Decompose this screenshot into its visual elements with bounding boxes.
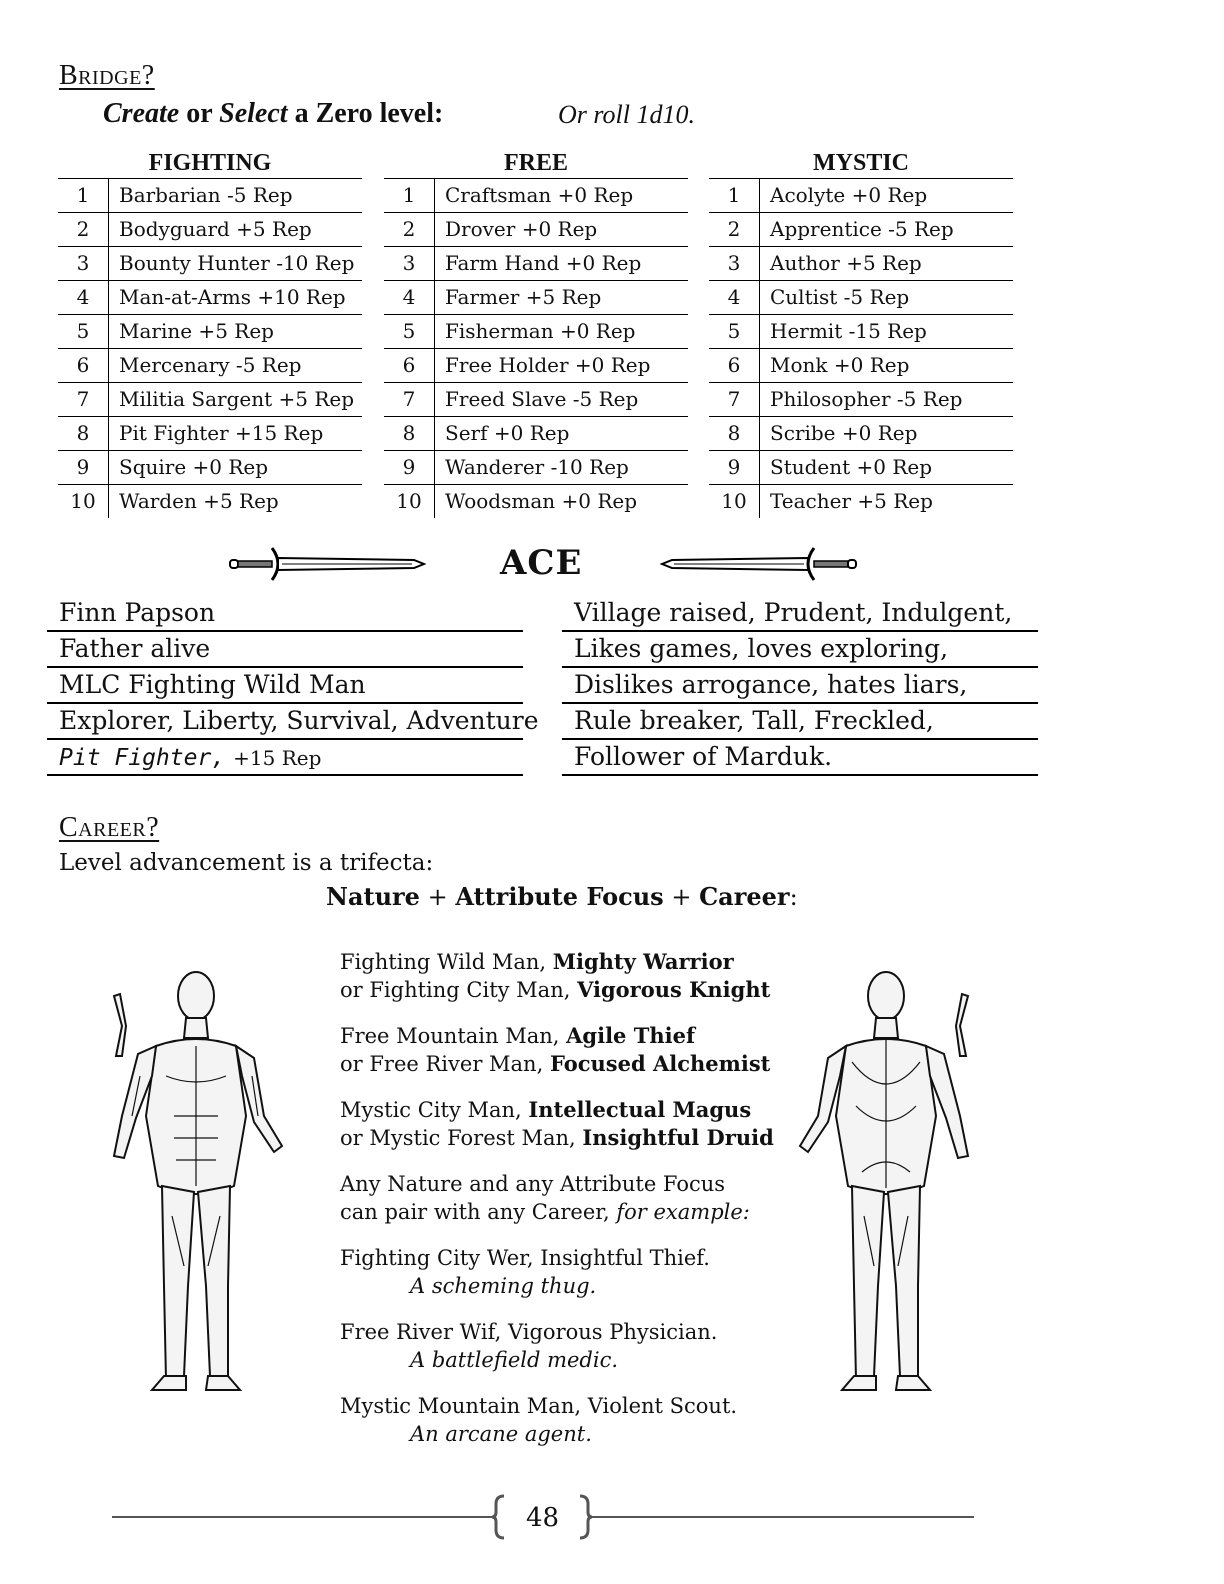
career-pair bbox=[340, 1022, 770, 1078]
table-title: FIGHTING bbox=[58, 148, 362, 179]
career-entry: Bodyguard +5 Rep bbox=[119, 217, 312, 241]
career-example bbox=[340, 1318, 717, 1374]
career-entry: Teacher +5 Rep bbox=[770, 489, 933, 513]
roll-number: 10 bbox=[384, 485, 435, 518]
table-fighting bbox=[58, 148, 362, 518]
roll-number: 3 bbox=[384, 247, 435, 280]
table-row bbox=[384, 451, 688, 485]
table-row bbox=[709, 349, 1013, 383]
table-row bbox=[384, 417, 688, 451]
pair-career: Vigorous Knight bbox=[577, 977, 771, 1002]
roll-number: 1 bbox=[709, 179, 760, 212]
roll-number: 5 bbox=[709, 315, 760, 348]
pair-text: or Mystic Forest Man, bbox=[340, 1126, 583, 1150]
pair-career: Intellectual Magus bbox=[528, 1097, 752, 1122]
sword-right-icon bbox=[660, 544, 858, 584]
table-row bbox=[709, 179, 1013, 213]
pair-career: Insightful Druid bbox=[582, 1125, 774, 1150]
or-word: or bbox=[186, 98, 213, 129]
formula-plus: + bbox=[663, 883, 700, 911]
pair-text: Fighting Wild Man, bbox=[340, 950, 553, 974]
career-entry: Fisherman +0 Rep bbox=[445, 319, 636, 343]
career-entry: Farm Hand +0 Rep bbox=[445, 251, 642, 275]
roll-number: 8 bbox=[58, 417, 109, 450]
roll-number: 6 bbox=[58, 349, 109, 382]
roll-number: 9 bbox=[58, 451, 109, 484]
formula-attribute: Attribute Focus bbox=[455, 882, 664, 911]
table-row bbox=[384, 281, 688, 315]
roll-number: 7 bbox=[58, 383, 109, 416]
roll-number: 3 bbox=[58, 247, 109, 280]
career-entry: Militia Sargent +5 Rep bbox=[119, 387, 355, 411]
table-row bbox=[709, 247, 1013, 281]
career-formula bbox=[326, 882, 798, 911]
create-word: Create bbox=[103, 98, 180, 129]
ace-line: Father alive bbox=[47, 632, 523, 668]
table-row bbox=[384, 213, 688, 247]
table-free bbox=[384, 148, 688, 518]
table-row bbox=[384, 179, 688, 213]
table-row bbox=[709, 417, 1013, 451]
career-entry: Scribe +0 Rep bbox=[770, 421, 918, 445]
ace-line bbox=[47, 740, 523, 776]
table-row bbox=[58, 315, 362, 349]
roll-number: 1 bbox=[384, 179, 435, 212]
table-row bbox=[709, 213, 1013, 247]
roll-number: 3 bbox=[709, 247, 760, 280]
roll-number: 4 bbox=[709, 281, 760, 314]
career-entry: Man-at-Arms +10 Rep bbox=[119, 285, 346, 309]
career-entry: Student +0 Rep bbox=[770, 455, 933, 479]
left-brace-icon bbox=[492, 1494, 506, 1540]
ace-line: Village raised, Prudent, Indulgent, bbox=[562, 596, 1038, 632]
any-nature-note bbox=[340, 1170, 750, 1226]
career-entry: Mercenary -5 Rep bbox=[119, 353, 302, 377]
career-entry: Marine +5 Rep bbox=[119, 319, 274, 343]
career-entry: Cultist -5 Rep bbox=[770, 285, 910, 309]
right-brace-icon bbox=[578, 1494, 592, 1540]
table-row bbox=[709, 451, 1013, 485]
table-row bbox=[58, 451, 362, 485]
ace-line: Likes games, loves exploring, bbox=[562, 632, 1038, 668]
roll-number: 6 bbox=[384, 349, 435, 382]
any-line-2: can pair with any Career, bbox=[340, 1200, 617, 1224]
career-entry: Author +5 Rep bbox=[770, 251, 922, 275]
roll-number: 5 bbox=[384, 315, 435, 348]
table-row bbox=[709, 281, 1013, 315]
table-row bbox=[58, 281, 362, 315]
career-entry: Acolyte +0 Rep bbox=[770, 183, 928, 207]
formula-colon: : bbox=[789, 883, 798, 911]
page-number: 48 bbox=[526, 1503, 560, 1533]
career-entry: Bounty Hunter -10 Rep bbox=[119, 251, 355, 275]
table-row bbox=[58, 349, 362, 383]
career-entry: Philosopher -5 Rep bbox=[770, 387, 963, 411]
roll-number: 7 bbox=[384, 383, 435, 416]
table-row bbox=[384, 383, 688, 417]
roll-number: 10 bbox=[709, 485, 760, 518]
roll-number: 4 bbox=[58, 281, 109, 314]
table-row bbox=[384, 315, 688, 349]
roll-number: 2 bbox=[384, 213, 435, 246]
career-entry: Squire +0 Rep bbox=[119, 455, 269, 479]
table-row bbox=[384, 349, 688, 383]
ace-right-column bbox=[562, 596, 1038, 776]
career-entry: Wanderer -10 Rep bbox=[445, 455, 629, 479]
any-line-1: Any Nature and any Attribute Focus bbox=[340, 1172, 726, 1196]
roll-instruction: Or roll 1d10. bbox=[558, 100, 695, 129]
career-pair bbox=[340, 948, 770, 1004]
example-line: Fighting City Wer, Insightful Thief. bbox=[340, 1246, 710, 1270]
career-entry: Warden +5 Rep bbox=[119, 489, 279, 513]
pair-career: Mighty Warrior bbox=[552, 949, 734, 974]
career-intro: Level advancement is a trifecta: bbox=[59, 850, 434, 876]
table-row bbox=[709, 383, 1013, 417]
career-entry: Farmer +5 Rep bbox=[445, 285, 602, 309]
footer-rule-right bbox=[592, 1516, 974, 1518]
roll-number: 9 bbox=[384, 451, 435, 484]
roll-number: 7 bbox=[709, 383, 760, 416]
table-title: MYSTIC bbox=[709, 148, 1013, 179]
formula-plus: + bbox=[419, 883, 456, 911]
roll-number: 8 bbox=[709, 417, 760, 450]
roll-number: 2 bbox=[58, 213, 109, 246]
career-entry: Barbarian -5 Rep bbox=[119, 183, 293, 207]
table-row bbox=[58, 179, 362, 213]
table-row bbox=[58, 383, 362, 417]
ace-line: Explorer, Liberty, Survival, Adventure bbox=[47, 704, 523, 740]
anatomy-front-icon bbox=[96, 966, 292, 1406]
career-entry: Serf +0 Rep bbox=[445, 421, 570, 445]
career-heading: Career? bbox=[59, 812, 160, 843]
table-title: FREE bbox=[384, 148, 688, 179]
pair-text: or Free River Man, bbox=[340, 1052, 550, 1076]
roll-number: 5 bbox=[58, 315, 109, 348]
table-row bbox=[58, 247, 362, 281]
roll-number: 4 bbox=[384, 281, 435, 314]
table-row bbox=[709, 315, 1013, 349]
career-entry: Freed Slave -5 Rep bbox=[445, 387, 639, 411]
career-entry: Pit Fighter +15 Rep bbox=[119, 421, 324, 445]
table-row bbox=[709, 485, 1013, 518]
table-row bbox=[384, 247, 688, 281]
career-entry: Drover +0 Rep bbox=[445, 217, 598, 241]
roll-number: 10 bbox=[58, 485, 109, 518]
zero-level-text: a Zero level: bbox=[294, 98, 444, 129]
formula-nature: Nature bbox=[326, 882, 420, 911]
table-mystic bbox=[709, 148, 1013, 518]
example-note: A battlefield medic. bbox=[410, 1348, 619, 1372]
example-line: Mystic Mountain Man, Violent Scout. bbox=[340, 1394, 738, 1418]
rep-value: +15 Rep bbox=[233, 746, 322, 770]
pair-text: Mystic City Man, bbox=[340, 1098, 529, 1122]
create-select-line bbox=[103, 98, 443, 130]
roll-number: 1 bbox=[58, 179, 109, 212]
career-example bbox=[340, 1244, 710, 1300]
ace-line: Rule breaker, Tall, Freckled, bbox=[562, 704, 1038, 740]
career-pair bbox=[340, 1096, 774, 1152]
ace-left-column bbox=[47, 596, 539, 776]
pair-career: Agile Thief bbox=[566, 1023, 695, 1048]
pair-text: Free Mountain Man, bbox=[340, 1024, 567, 1048]
sword-left-icon bbox=[228, 544, 426, 584]
table-row bbox=[58, 417, 362, 451]
for-example: for example: bbox=[616, 1200, 750, 1224]
career-entry: Craftsman +0 Rep bbox=[445, 183, 634, 207]
bridge-heading: Bridge? bbox=[59, 60, 155, 91]
ace-line: MLC Fighting Wild Man bbox=[47, 668, 523, 704]
career-entry: Free Holder +0 Rep bbox=[445, 353, 651, 377]
ace-line: Finn Papson bbox=[47, 596, 523, 632]
career-entry: Hermit -15 Rep bbox=[770, 319, 927, 343]
career-example bbox=[340, 1392, 737, 1448]
example-note: An arcane agent. bbox=[410, 1422, 592, 1446]
footer-rule-left bbox=[112, 1516, 492, 1518]
ace-line: Dislikes arrogance, hates liars, bbox=[562, 668, 1038, 704]
career-entry: Woodsman +0 Rep bbox=[445, 489, 638, 513]
career-entry: Apprentice -5 Rep bbox=[770, 217, 954, 241]
pair-text: or Fighting City Man, bbox=[340, 978, 578, 1002]
formula-career: Career bbox=[699, 882, 790, 911]
roll-number: 6 bbox=[709, 349, 760, 382]
ace-title: ACE bbox=[500, 543, 583, 583]
roll-number: 2 bbox=[709, 213, 760, 246]
anatomy-back-icon bbox=[790, 966, 986, 1406]
example-line: Free River Wif, Vigorous Physician. bbox=[340, 1320, 718, 1344]
ace-line: Follower of Marduk. bbox=[562, 740, 1038, 776]
example-note: A scheming thug. bbox=[410, 1274, 597, 1298]
roll-number: 9 bbox=[709, 451, 760, 484]
roll-number: 8 bbox=[384, 417, 435, 450]
table-row bbox=[58, 485, 362, 518]
table-row bbox=[384, 485, 688, 518]
handwritten-career: Pit Fighter, bbox=[59, 745, 226, 771]
career-entry: Monk +0 Rep bbox=[770, 353, 910, 377]
pair-career: Focused Alchemist bbox=[549, 1051, 771, 1076]
table-row bbox=[58, 213, 362, 247]
select-word: Select bbox=[219, 98, 288, 129]
